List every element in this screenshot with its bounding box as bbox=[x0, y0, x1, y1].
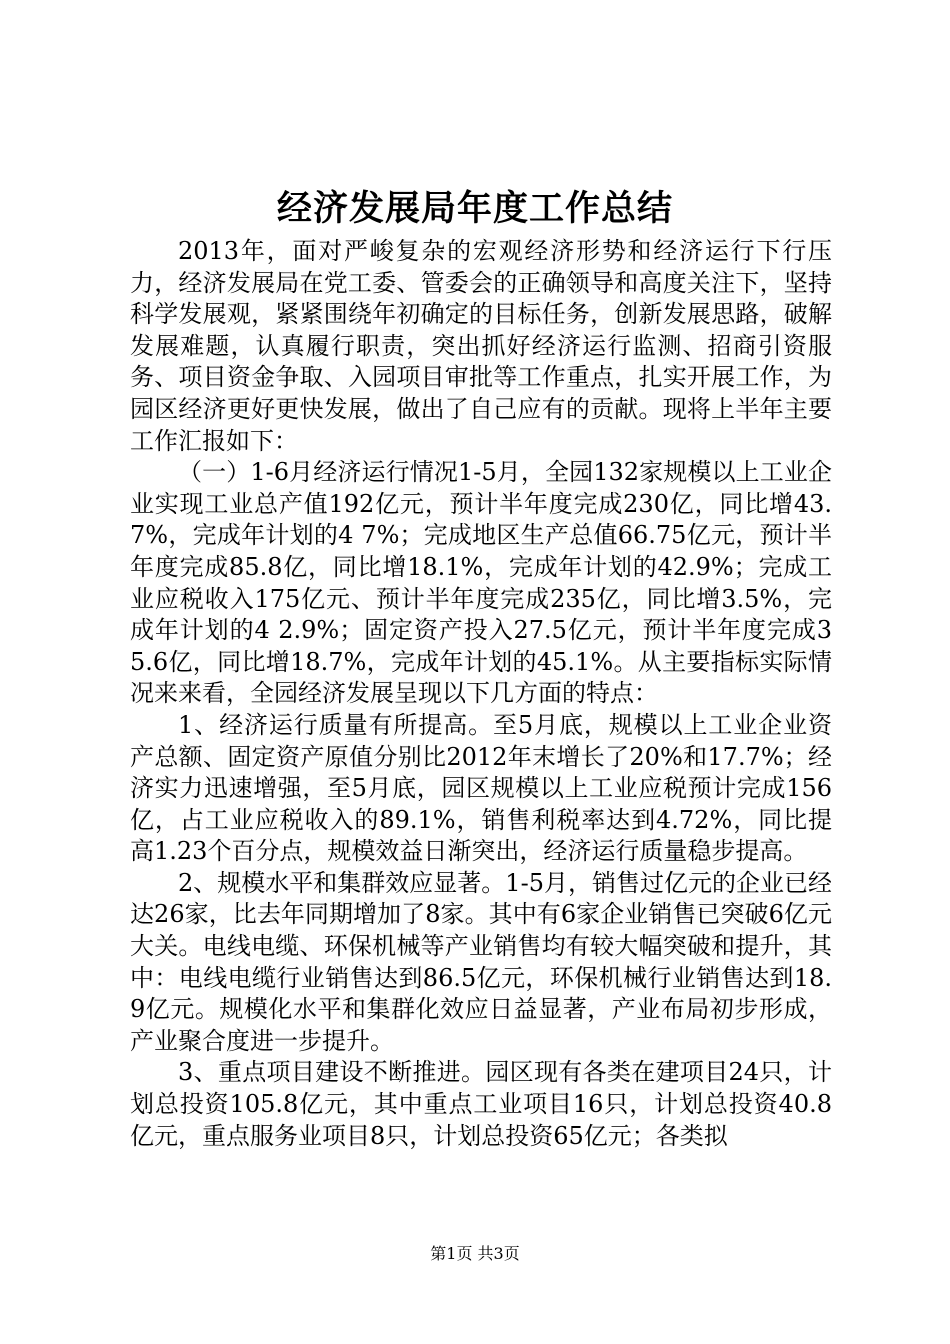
paragraph-economic-overview: （一）1-6月经济运行情况1-5月，全园132家规模以上工业企业实现工业总产值192亿元，预计半年度完成230亿，同比增43.7%，完成年计划的4 7%；完成地区生产总值66.75亿元，预计半年度完成85.8亿，同比增18.1%，完成年计划的42.9%；完成工业应税收入175亿元、预计半年度完成235亿，同比增3.5%，完成年计划的4 2.9%；固定资产投入27.5亿元，预计半年度完成35.6亿，同比增18.7%，完成年计划的45.1%。从主要指标实际情况来来看，全园经济发展呈现以下几方面的特点： bbox=[130, 458, 832, 708]
paragraph-intro: 2013年，面对严峻复杂的宏观经济形势和经济运行下行压力，经济发展局在党工委、管委会的正确领导和高度关注下，坚持科学发展观，紧紧围绕年初确定的目标任务，创新发展思路，破解发展难题，认真履行职责，突出抓好经济运行监测、招商引资服务、项目资金争取、入园项目审批等工作重点，扎实开展工作，为园区经济更好更快发展，做出了自己应有的贡献。现将上半年主要工作汇报如下： bbox=[130, 237, 832, 455]
paragraph-point-1: 1、经济运行质量有所提高。至5月底，规模以上工业企业资产总额、固定资产原值分别比2012年末增长了20%和17.7%；经济实力迅速增强，至5月底，园区规模以上工业应税预计完成156亿，占工业应税收入的89.1%，销售利税率达到4.72%，同比提高1.23个百分点，规模效益日渐突出，经济运行质量稳步提高。 bbox=[130, 710, 832, 866]
document-title: 经济发展局年度工作总结 bbox=[276, 188, 673, 229]
page-number-footer: 第1页 共3页 bbox=[430, 1244, 520, 1263]
paragraph-point-2: 2、规模水平和集群效应显著。1-5月，销售过亿元的企业已经达26家，比去年同期增加了8家。其中有6家企业销售已突破6亿元大关。电线电缆、环保机械等产业销售均有较大幅突破和提升，其中：电线电缆行业销售达到86.5亿元，环保机械行业销售达到18.9亿元。规模化水平和集群化效应日益显著，产业布局初步形成，产业聚合度进一步提升。 bbox=[130, 868, 832, 1055]
paragraph-point-3: 3、重点项目建设不断推进。园区现有各类在建项目24只，计划总投资105.8亿元，其中重点工业项目16只，计划总投资40.8亿元，重点服务业项目8只，计划总投资65亿元；各类拟 bbox=[130, 1058, 832, 1150]
document-body bbox=[130, 236, 832, 1152]
